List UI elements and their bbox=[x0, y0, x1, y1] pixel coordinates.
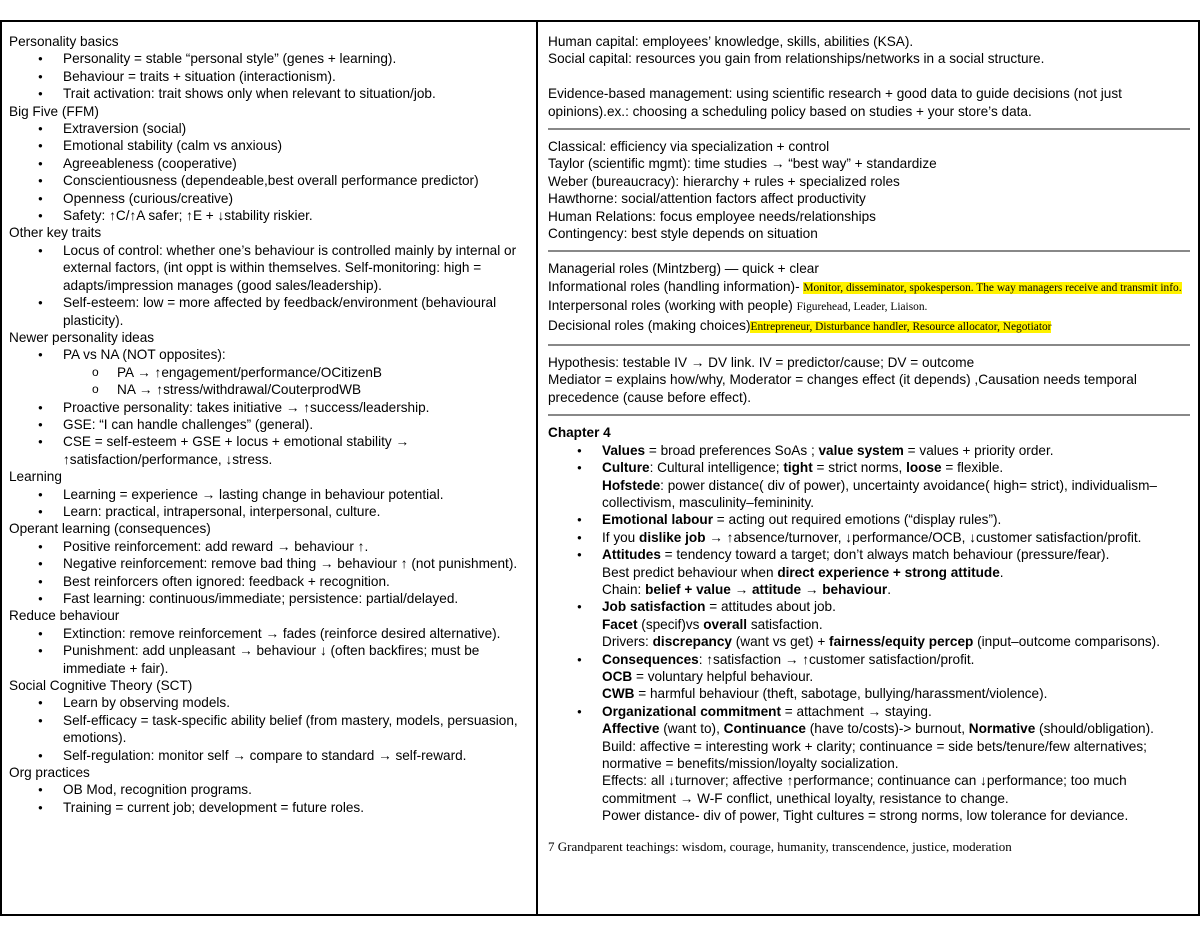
list-item bbox=[602, 459, 1190, 511]
mediator-line: Mediator = explains how/why, Moderator = changes effect (it depends) ,Causation needs temporal precedence (cause before effect). bbox=[548, 372, 1137, 405]
list-item: ● CSE = self-esteem + GSE + locus + emotional stability → ↑satisfaction/performance, ↓stress. bbox=[63, 433, 530, 468]
history-line: Classical: efficiency via specialization + control bbox=[548, 139, 830, 155]
bold-term: OCB bbox=[602, 668, 633, 684]
text: = values + priority order. bbox=[903, 442, 1054, 458]
pa-na-label: PA vs NA (NOT opposites): bbox=[63, 347, 226, 363]
personality-basics-list bbox=[9, 50, 530, 102]
list-item: ● Training = current job; development = future roles. bbox=[63, 799, 530, 816]
newer-heading: Newer personality ideas bbox=[9, 329, 155, 345]
text: = broad preferences SoAs ; bbox=[645, 442, 819, 458]
text: . bbox=[887, 581, 891, 597]
decisional-highlight: Entrepreneur, Disturbance handler, Resource allocator, Negotiator bbox=[750, 320, 1052, 333]
divider bbox=[548, 414, 1190, 416]
history-line: Taylor (scientific mgmt): time studies → “best way” + standardize bbox=[548, 156, 937, 172]
text: : Cultural intelligence; bbox=[649, 460, 784, 476]
bold-term: Facet bbox=[602, 616, 638, 632]
learning-list bbox=[9, 486, 530, 521]
text: = strict norms, bbox=[812, 460, 907, 476]
list-item bbox=[602, 703, 1190, 825]
list-item: ● GSE: “I can handle challenges” (general). bbox=[63, 416, 530, 433]
text: = acting out required emotions (“display rules”). bbox=[713, 512, 1002, 528]
list-item bbox=[602, 511, 1190, 528]
text: (have to/costs)-> burnout, bbox=[805, 721, 969, 737]
other-traits-heading: Other key traits bbox=[9, 225, 102, 241]
bold-term: Values bbox=[602, 442, 646, 458]
power-distance-text: Power distance- div of power, Tight cultures = strong norms, low tolerance for deviance. bbox=[602, 808, 1129, 824]
list-item: ● Openness (curious/creative) bbox=[63, 190, 530, 207]
right-column bbox=[540, 22, 1198, 914]
list-item: ● Punishment: add unpleasant → behaviour ↓ (often backfires; must be immediate + fair). bbox=[63, 642, 530, 677]
list-item: ● Safety: ↑C/↑A safer; ↑E + ↓stability riskier. bbox=[63, 207, 530, 224]
evidence-based-management: Evidence-based management: using scientific research + good data to guide decisions (not just opinions).ex.: choosing a scheduling policy based on studies + your store’s data. bbox=[548, 86, 1122, 119]
text: satisfaction. bbox=[747, 616, 823, 632]
text: (want to), bbox=[659, 721, 724, 737]
sct-heading: Social Cognitive Theory (SCT) bbox=[9, 678, 193, 694]
list-item: ● Learning = experience → lasting change in behaviour potential. bbox=[63, 486, 530, 503]
sct-list bbox=[9, 694, 530, 764]
roles-title: Managerial roles (Mintzberg) — quick + clear bbox=[548, 261, 819, 277]
big-five-list bbox=[9, 120, 530, 224]
list-item: ● Extraversion (social) bbox=[63, 120, 530, 137]
list-item: ● Learn by observing models. bbox=[63, 694, 530, 711]
history-line: Contingency: best style depends on situation bbox=[548, 226, 818, 242]
build-text: Build: affective = interesting work + clarity; continuance = side bets/tenure/few alternatives; normative = benefits/mission/loyalty socialization. bbox=[602, 738, 1147, 772]
chapter4-list bbox=[548, 442, 1190, 825]
text: : power distance( div of power), uncertainty avoidance( high= strict), individualism–collectivism, masculinity–femininity. bbox=[602, 477, 1157, 510]
capital-section bbox=[548, 33, 1190, 120]
informational-roles bbox=[548, 278, 1190, 297]
list-item: ● Emotional stability (calm vs anxious) bbox=[63, 137, 530, 154]
bold-term: overall bbox=[703, 616, 748, 632]
interpersonal-label: Interpersonal roles (working with people) bbox=[548, 298, 797, 314]
personality-basics-heading: Personality basics bbox=[9, 34, 119, 49]
pa-na-sublist bbox=[63, 364, 530, 399]
history-section bbox=[548, 138, 1190, 242]
list-item: ● Self-efficacy = task-specific ability belief (from mastery, models, persuasion, emotions). bbox=[63, 712, 530, 747]
chapter4-heading: Chapter 4 bbox=[548, 425, 611, 441]
operant-list bbox=[9, 538, 530, 608]
list-item bbox=[602, 651, 1190, 703]
text: . bbox=[999, 564, 1004, 580]
text: = voluntary helpful behaviour. bbox=[632, 668, 814, 684]
org-heading: Org practices bbox=[9, 765, 90, 781]
list-item: ● Agreeableness (cooperative) bbox=[63, 155, 530, 172]
operant-heading: Operant learning (consequences) bbox=[9, 521, 211, 537]
text: → ↑absence/turnover, ↓performance/OCB, ↓customer satisfaction/profit. bbox=[705, 529, 1142, 545]
text: = attitudes about job. bbox=[705, 599, 836, 615]
decisional-label: Decisional roles (making choices) bbox=[548, 317, 751, 333]
decisional-roles bbox=[548, 317, 1190, 336]
text: (want vs get) + bbox=[731, 634, 830, 650]
bold-term: Hofstede bbox=[602, 477, 661, 493]
text: Chain: bbox=[602, 581, 646, 597]
informational-label: Informational roles (handling information)- bbox=[548, 278, 804, 294]
list-item: ● Negative reinforcement: remove bad thing → behaviour ↑ (not punishment). bbox=[63, 555, 530, 572]
bold-term: loose bbox=[906, 460, 942, 476]
list-item bbox=[602, 529, 1190, 546]
left-column bbox=[2, 22, 538, 914]
hypothesis-line: Hypothesis: testable IV → DV link. IV = predictor/cause; DV = outcome bbox=[548, 355, 975, 371]
divider bbox=[548, 128, 1190, 130]
interpersonal-roles-list: Figurehead, Leader, Liaison. bbox=[796, 301, 928, 314]
list-item: ● Self-esteem: low = more affected by feedback/environment (behavioural plasticity). bbox=[63, 294, 530, 329]
bold-term: CWB bbox=[602, 686, 635, 702]
human-capital: Human capital: employees’ knowledge, skills, abilities (KSA). bbox=[548, 34, 914, 49]
bold-term: Affective bbox=[602, 721, 660, 737]
list-item bbox=[602, 546, 1190, 598]
effects-text: Effects: all ↓turnover; affective ↑performance; continuance can ↓performance; too much commitment → W-F conflict, unethical loyalty, resistance to change. bbox=[602, 773, 1127, 806]
list-item: ● Fast learning: continuous/immediate; persistence: partial/delayed. bbox=[63, 590, 530, 607]
grandparent-teachings: 7 Grandparent teachings: wisdom, courage, humanity, transcendence, justice, moderation bbox=[548, 838, 1012, 854]
bold-term: Culture bbox=[602, 460, 650, 476]
reduce-heading: Reduce behaviour bbox=[9, 608, 120, 624]
social-capital: Social capital: resources you gain from relationships/networks in a social structure. bbox=[548, 51, 1045, 67]
bold-term: direct experience + strong attitude bbox=[777, 564, 1000, 580]
bold-term: Organizational commitment bbox=[602, 703, 782, 719]
list-item bbox=[602, 598, 1190, 650]
interpersonal-roles bbox=[548, 297, 1190, 316]
chapter4-section bbox=[548, 424, 1190, 854]
list-item: ● Personality = stable “personal style” (genes + learning). bbox=[63, 50, 530, 67]
history-line: Weber (bureaucracy): hierarchy + rules + specialized roles bbox=[548, 173, 900, 189]
sub-item: o NA → ↑stress/withdrawal/CouterprodWB bbox=[117, 381, 530, 398]
list-item: ● Trait activation: trait shows only when relevant to situation/job. bbox=[63, 85, 530, 102]
list-item: ● Extinction: remove reinforcement → fades (reinforce desired alternative). bbox=[63, 625, 530, 642]
bold-term: Consequences bbox=[602, 651, 699, 667]
text: Drivers: bbox=[602, 634, 653, 650]
text: : ↑satisfaction → ↑customer satisfaction/profit. bbox=[698, 651, 975, 667]
roles-section bbox=[548, 260, 1190, 336]
list-item: ● Self-regulation: monitor self → compare to standard → self-reward. bbox=[63, 747, 530, 764]
bold-term: Emotional labour bbox=[602, 512, 714, 528]
list-item: ● OB Mod, recognition programs. bbox=[63, 781, 530, 798]
reduce-list bbox=[9, 625, 530, 677]
text: = flexible. bbox=[941, 460, 1004, 476]
list-item bbox=[63, 346, 530, 398]
text: (specif)vs bbox=[637, 616, 704, 632]
bold-term: value system bbox=[818, 442, 904, 458]
history-line: Hawthorne: social/attention factors affect productivity bbox=[548, 191, 866, 207]
bold-term: discrepancy bbox=[652, 634, 732, 650]
list-item: ● Learn: practical, intrapersonal, interpersonal, culture. bbox=[63, 503, 530, 520]
newer-list bbox=[9, 346, 530, 468]
list-item: ● Positive reinforcement: add reward → behaviour ↑. bbox=[63, 538, 530, 555]
list-item: ● Conscientiousness (dependeable,best overall performance predictor) bbox=[63, 172, 530, 189]
text: = attachment → staying. bbox=[781, 703, 932, 719]
bold-term: dislike job bbox=[639, 529, 706, 545]
bold-term: Job satisfaction bbox=[602, 599, 706, 615]
list-item bbox=[602, 442, 1190, 459]
list-item: ● Behaviour = traits + situation (interactionism). bbox=[63, 68, 530, 85]
text: If you bbox=[602, 529, 640, 545]
history-line: Human Relations: focus employee needs/relationships bbox=[548, 208, 876, 224]
divider bbox=[548, 344, 1190, 346]
learning-heading: Learning bbox=[9, 469, 62, 485]
list-item: ● Best reinforcers often ignored: feedback + recognition. bbox=[63, 573, 530, 590]
bold-term: belief + value → attitude → behaviour bbox=[645, 581, 888, 597]
notes-sheet bbox=[0, 20, 1200, 916]
text: Best predict behaviour when bbox=[602, 564, 778, 580]
research-section bbox=[548, 354, 1190, 406]
bold-term: fairness/equity percep bbox=[829, 634, 974, 650]
informational-highlight: Monitor, disseminator, spokesperson. The way managers receive and transmit info. bbox=[803, 281, 1182, 294]
sub-item: o PA → ↑engagement/performance/OCitizenB bbox=[117, 364, 530, 381]
list-item: ● Locus of control: whether one’s behaviour is controlled mainly by internal or external factors, (int oppt is within themselves. Self-monitoring: high = adapts/impression manages (good sales/leadership). bbox=[63, 242, 530, 294]
bold-term: Continuance bbox=[723, 721, 806, 737]
text: = harmful behaviour (theft, sabotage, bullying/harassment/violence). bbox=[634, 686, 1048, 702]
bold-term: Normative bbox=[968, 721, 1036, 737]
big-five-heading: Big Five (FFM) bbox=[9, 103, 99, 119]
bold-term: tight bbox=[783, 460, 813, 476]
text: = tendency toward a target; don’t always match behaviour (pressure/fear). bbox=[660, 547, 1110, 563]
text: (input–outcome comparisons). bbox=[973, 634, 1160, 650]
other-traits-list bbox=[9, 242, 530, 329]
bold-term: Attitudes bbox=[602, 547, 661, 563]
list-item: ● Proactive personality: takes initiative → ↑success/leadership. bbox=[63, 399, 530, 416]
divider bbox=[548, 250, 1190, 252]
org-list bbox=[9, 781, 530, 816]
text: (should/obligation). bbox=[1035, 721, 1154, 737]
